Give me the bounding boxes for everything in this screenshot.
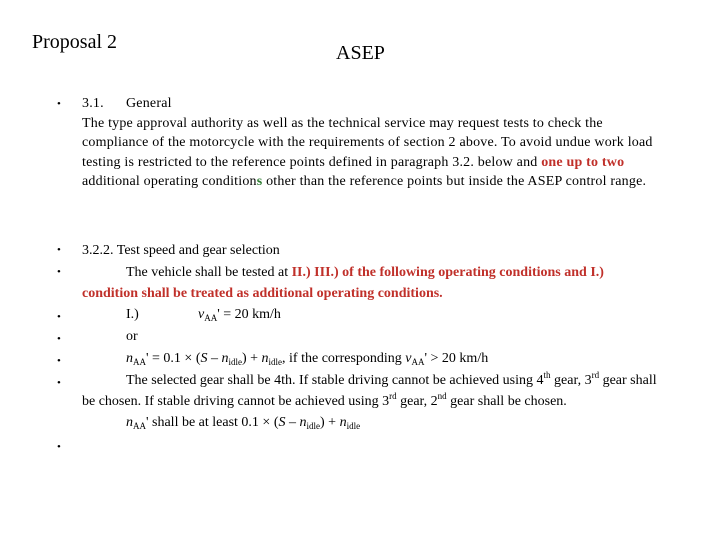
bullet-point: • [57, 311, 61, 323]
vehicle-paragraph: The vehicle shall be tested at II.) III.) of the following operating conditions and I.) condition shall be treated as additional operating conditions. [82, 265, 604, 301]
bullet-point: • [57, 244, 61, 256]
speed-heading: 3.2.2. Test speed and gear selection [82, 243, 280, 258]
speed-section [82, 240, 657, 434]
asep-title: ASEP [336, 42, 385, 64]
bullet-point: • [57, 355, 61, 367]
bullet-point: • [57, 441, 61, 453]
idle-speed-formula: $n_{AA}'$ shall be at least $0.1 \times (S - n_{idle}) + n_{idle}$ [126, 415, 361, 431]
bullet-point: • [57, 266, 61, 278]
bullet-point: • [57, 98, 61, 110]
general-paragraph: The type approval authority as well as the technical service may request tests to check the compliance of the motorcycle with the requirements of section 2 above. To avoid undue work load testing is restricted to the reference points defined in paragraph 3.2. below and one up to two additional operating conditions other than the reference points but inside the ASEP control range. [82, 115, 653, 189]
bullet-point: • [57, 377, 61, 389]
condition-formula: $n_{AA}' = 0.1 \times (S - n_{idle}) + n_{idle}$, if the corresponding $v_{AA}' > 20$ km/h [126, 351, 489, 367]
gear-paragraph: The selected gear shall be 4th. If stable driving cannot be achieved using 4th gear, 3rd gear shall be chosen. If stable driving cannot be achieved using 3rd gear, 2nd gear shall be chosen. [82, 370, 657, 409]
general-heading: 3.1. General [82, 96, 172, 111]
bullet-point: • [57, 333, 61, 345]
or-line: or [126, 329, 138, 344]
general-section [82, 94, 657, 192]
proposal-title: Proposal 2 [32, 31, 117, 53]
condition-one: I.) $v_{AA}' = 20$ km/h [126, 307, 281, 323]
